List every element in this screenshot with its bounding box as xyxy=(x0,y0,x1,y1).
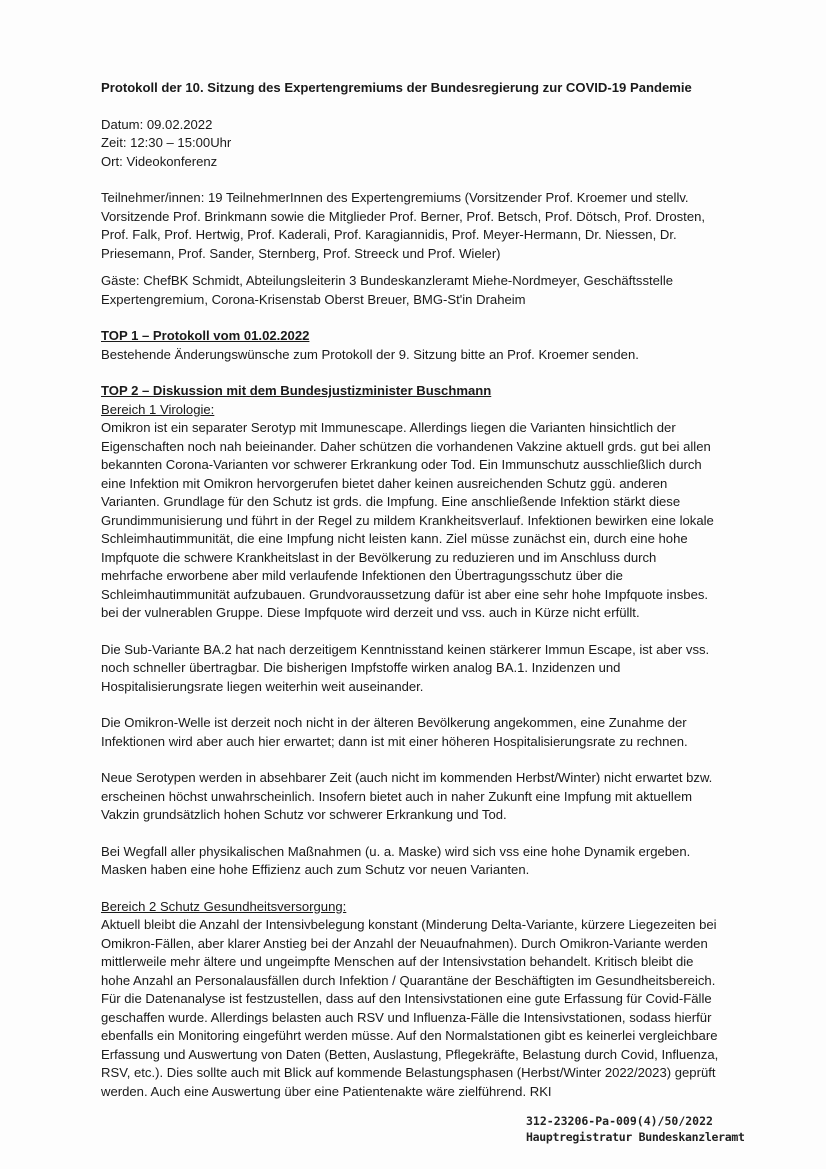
participants-paragraph: Teilnehmer/innen: 19 TeilnehmerInnen des Expertengremiums (Vorsitzender Prof. Kroemer und stellv. Vorsitzende Prof. Brinkmann sowie die Mitglieder Prof. Berner, Prof. Betsch, Prof. Dötsch, Prof. Drosten, Prof. Falk, Prof. Hertwig, Prof. Kaderali, Prof. Karagiannidis, Prof. Meyer-Hermann, Dr. Niessen, Dr. Priesemann, Prof. Sander, Sternberg, Prof. Streeck und Prof. Wieler) xyxy=(101,190,706,261)
top1-text: Bestehende Änderungswünsche zum Protokoll der 9. Sitzung bitte an Prof. Kroemer senden. xyxy=(101,346,639,362)
registry-stamp xyxy=(526,1114,745,1144)
meeting-date: Datum: 09.02.2022 xyxy=(101,116,213,132)
document-title: Protokoll der 10. Sitzung des Expertengremiums der Bundesregierung zur COVID-19 Pandemie xyxy=(101,80,692,95)
area1-paragraph-1: Omikron ist ein separater Serotyp mit Immunescape. Allerdings liegen die Varianten hinsichtlich der Eigenschaften noch nah beieinander. Daher schützen die vorhandenen Vakzine aktuell grds. gut bei allen bekannten Corona-Varianten vor schwerer Erkrankung oder Tod. Ein Immunschutz ausschließlich durch eine Infektion mit Omikron hervorgerufen bietet daher keinen ausreichenden Schutz ggü. anderen Varianten. Grundlage für den Schutz ist grds. die Impfung. Eine anschließende Infektion stärkt diese Grundimmunisierung und führt in der Regel zu mildem Krankheitsverlauf. Infektionen bewirken eine lokale Schleimhautimmunität, die eine Impfung nicht leisten kann. Ziel müsse zunächst ein, durch eine hohe Impfquote die schwere Krankheitslast in der Bevölkerung zu reduzieren und im Anschluss durch mehrfache erworbene aber mild verlaufende Infektionen den Übertragungsschutz über die Schleimhautimmunität aufzubauen. Grundvoraussetzung dafür ist aber eine sehr hohe Impfquote insbes. bei der vulnerablen Gruppe. Diese Impfquote wird derzeit und vss. auch in Kürze nicht erfüllt. xyxy=(101,420,714,620)
meeting-place: Ort: Videokonferenz xyxy=(101,153,218,169)
meeting-time: Zeit: 12:30 – 15:00Uhr xyxy=(101,135,232,150)
area2-heading: Bereich 2 Schutz Gesundheitsversorgung: xyxy=(101,898,347,914)
area2-paragraph-1: Aktuell bleibt die Anzahl der Intensivbelegung konstant (Minderung Delta-Variante, kürzere Liegezeiten bei Omikron-Fällen, aber klarer Anstieg bei der Anzahl der Neuaufnahmen). Durch Omikron-Variante werden mittlerweile mehr ältere und ungeimpfte Menschen auf der Intensivstation behandelt. Kritisch bleibt die hohe Anzahl an Personalausfällen durch Infektion / Quarantäne der Beschäftigten im Gesundheitsbereich. xyxy=(101,917,717,988)
top1-heading: TOP 1 – Protokoll vom 01.02.2022 xyxy=(101,328,310,343)
meeting-meta xyxy=(101,116,721,172)
document-body xyxy=(101,79,721,1101)
area1-paragraph-2: Die Sub-Variante BA.2 hat nach derzeitigem Kenntnisstand keinen stärkerer Immun Escape, ist aber vss. noch schneller übertragbar. Die bisherigen Impfstoffe wirken analog BA.1. Inzidenzen und Hospitalisierungsrate liegen weiterhin weit auseinander. xyxy=(101,641,710,694)
top2-heading: TOP 2 – Diskussion mit dem Bundesjustizminister Buschmann xyxy=(101,383,492,398)
area1-paragraph-5: Bei Wegfall aller physikalischen Maßnahmen (u. a. Maske) wird sich vss eine hohe Dynamik ergeben. Masken haben eine hohe Effizienz auch zum Schutz vor neuen Varianten. xyxy=(101,843,691,877)
registry-label: Hauptregistratur Bundeskanzleramt xyxy=(526,1130,745,1144)
area1-paragraph-3: Die Omikron-Welle ist derzeit noch nicht in der älteren Bevölkerung angekommen, eine Zunahme der Infektionen wird aber auch hier erwartet; dann ist mit einer höheren Hospitalisierungsrate zu rechnen. xyxy=(101,715,688,749)
area2-paragraph-2: Für die Datenanalyse ist festzustellen, dass auf den Intensivstationen eine gute Erfassung für Covid-Fälle geschaffen wurde. Allerdings belasten auch RSV und Influenza-Fälle die Intensivstationen, sodass hierfür ebenfalls ein Monitoring eingeführt werden müsse. Auf den Normalstationen gibt es keinerlei vergleichbare Erfassung und Auswertung von Daten (Betten, Auslastung, Pflegekräfte, Belastung durch Covid, Influenza, RSV, etc.). Dies sollte auch mit Blick auf kommende Belastungsphasen (Herbst/Winter 2022/2023) geprüft werden. Auch eine Auswertung über eine Patientenakte wäre zielführend. RKI xyxy=(101,991,719,1099)
document-reference-number: 312-23206-Pa-009(4)/50/2022 xyxy=(526,1114,713,1128)
area1-heading: Bereich 1 Virologie: xyxy=(101,401,215,417)
guests-paragraph: Gäste: ChefBK Schmidt, Abteilungsleiterin 3 Bundeskanzleramt Miehe-Nordmeyer, Geschäftsstelle Expertengremium, Corona-Krisenstab Oberst Breuer, BMG-St'in Draheim xyxy=(101,273,674,307)
area1-paragraph-4: Neue Serotypen werden in absehbarer Zeit (auch nicht im kommenden Herbst/Winter) nicht erwartet bzw. erscheinen höchst unwahrscheinlich. Insofern bietet auch in naher Zukunft eine Impfung mit aktuellem Vakzin grundsätzlich hohen Schutz vor schwerer Erkrankung und Tod. xyxy=(101,770,713,822)
